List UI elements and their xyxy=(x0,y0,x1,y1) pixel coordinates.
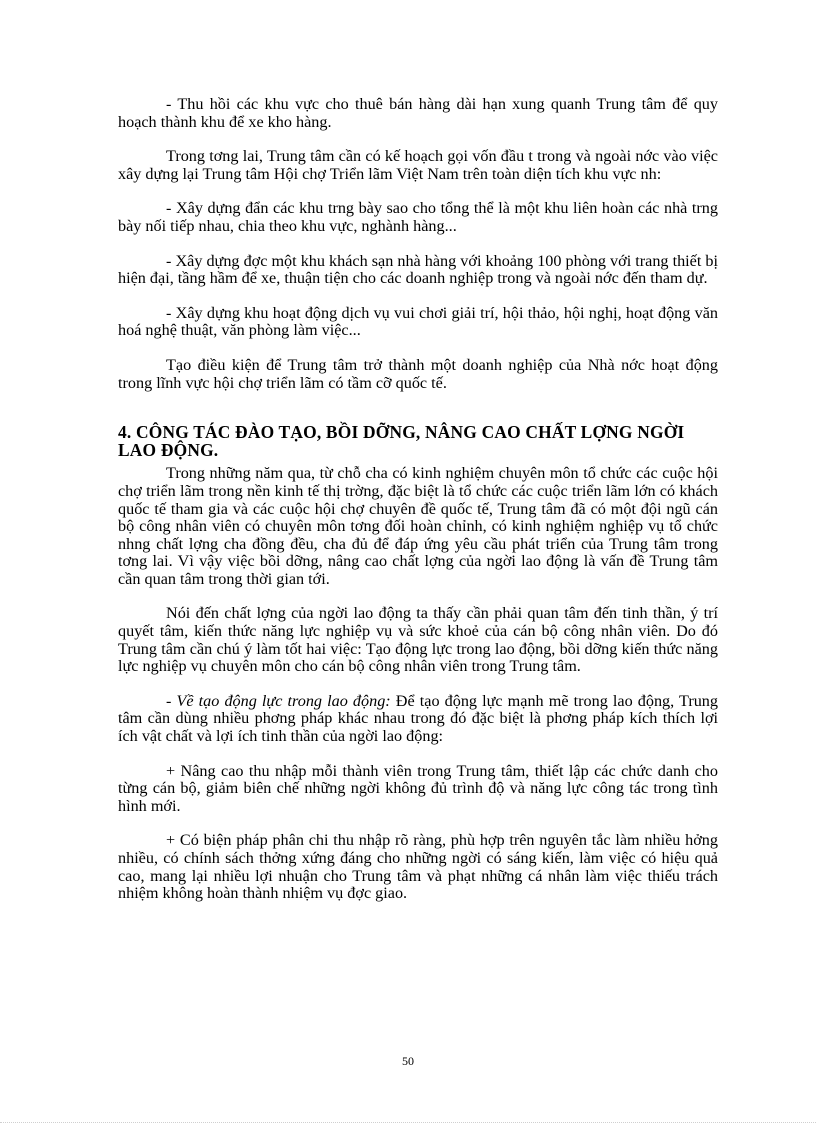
paragraph: - Xây dựng đợc một khu khách sạn nhà hàng với khoảng 100 phòng với trang thiết bị hiện đại, tầng hầm để xe, thuận tiện cho các doanh nghiệp trong và ngoài nớc đến tham dự. xyxy=(118,251,718,288)
italic-lead: - Về tạo động lực trong lao động: xyxy=(166,691,391,710)
section-heading: 4. CÔNG TÁC ĐÀO TẠO, BỒI DỠNG, NÂNG CAO CHẤT LỢNG NGỜI LAO ĐỘNG. xyxy=(118,422,685,460)
paragraph-rest: Để tạo động lực mạnh mẽ trong lao động, Trung tâm cần dùng nhiều phơng pháp khác nhau trong đó đặc biệt là phơng pháp kích thích lợi ích vật chất và lợi ích tinh thần của ngời lao động: xyxy=(118,691,718,746)
page-number: 50 xyxy=(402,1054,414,1068)
paragraph: Nói đến chất lợng của ngời lao động ta thấy cần phải quan tâm đến tinh thần, ý trí quyết tâm, kiến thức năng lực nghiệp vụ và sức khoẻ của cán bộ công nhân viên. Do đó Trung tâm cần chú ý làm tốt hai việc: Tạo động lực trong lao động, bồi dỡng kiến thức năng lực nghiệp vụ chuyên môn cho cán bộ công nhân viên trong Trung tâm. xyxy=(118,604,718,676)
paragraph: - Xây dựng khu hoạt động dịch vụ vui chơi giải trí, hội thảo, hội nghị, hoạt động văn hoá nghệ thuật, văn phòng làm việc... xyxy=(118,303,718,340)
paragraph: Trong tơng lai, Trung tâm cần có kế hoạch gọi vốn đầu t trong và ngoài nớc vào việc xây dựng lại Trung tâm Hội chợ Triển lãm Việt Nam trên toàn diện tích khu vực nh: xyxy=(118,147,718,183)
paragraph: + Nâng cao thu nhập mỗi thành viên trong Trung tâm, thiết lập các chức danh cho từng cán bộ, giảm biên chế những ngời không đủ trình độ và năng lực công tác trong tình hình mới. xyxy=(118,761,718,815)
paragraph: + Có biện pháp phân chi thu nhập rõ ràng, phù hợp trên nguyên tắc làm nhiều hởng nhiều, có chính sách thởng xứng đáng cho những ngời có sáng kiến, làm việc có hiệu quả cao, mang lại nhiều lợi nhuận cho Trung tâm và phạt những cá nhân làm việc thiếu trách nhiệm không hoàn thành nhiệm vụ đợc giao. xyxy=(118,831,718,903)
paragraph: - Xây dựng đẩn các khu trng bày sao cho tổng thể là một khu liên hoàn các nhà trng bày nối tiếp nhau, chia theo khu vực, nghành hàng... xyxy=(118,199,718,235)
paragraph: Trong những năm qua, từ chỗ cha có kinh nghiệm chuyên môn tổ chức các cuộc hội chợ triển lãm trong nền kinh tế thị trờng, đặc biệt là tổ chức các cuộc triển lãm lớn có khách quốc tế tham gia và các cuộc hội chợ chuyên đề quốc tế, Trung tâm đã có một đội ngũ cán bộ công nhân viên có chuyên môn tơng đối hoàn chỉnh, có kinh nghiệm nghiệp vụ tổ chức nhng chất lợng cha đồng đều, cha đủ để đáp ứng yêu cầu phát triển của Trung tâm trong tơng lai. Vì vậy việc bồi dỡng, nâng cao chất lợng của ngời lao động là vấn đề Trung tâm cần quan tâm trong thời gian tới. xyxy=(118,464,718,588)
document-body xyxy=(118,96,718,920)
paragraph: Tạo điều kiện để Trung tâm trở thành một doanh nghiệp của Nhà nớc hoạt động trong lĩnh vực hội chợ triển lãm có tầm cỡ quốc tế. xyxy=(118,355,718,392)
paragraph-motivation xyxy=(118,693,718,746)
paragraph: - Thu hồi các khu vực cho thuê bán hàng dài hạn xung quanh Trung tâm để quy hoạch thành khu để xe kho hàng. xyxy=(118,95,718,131)
